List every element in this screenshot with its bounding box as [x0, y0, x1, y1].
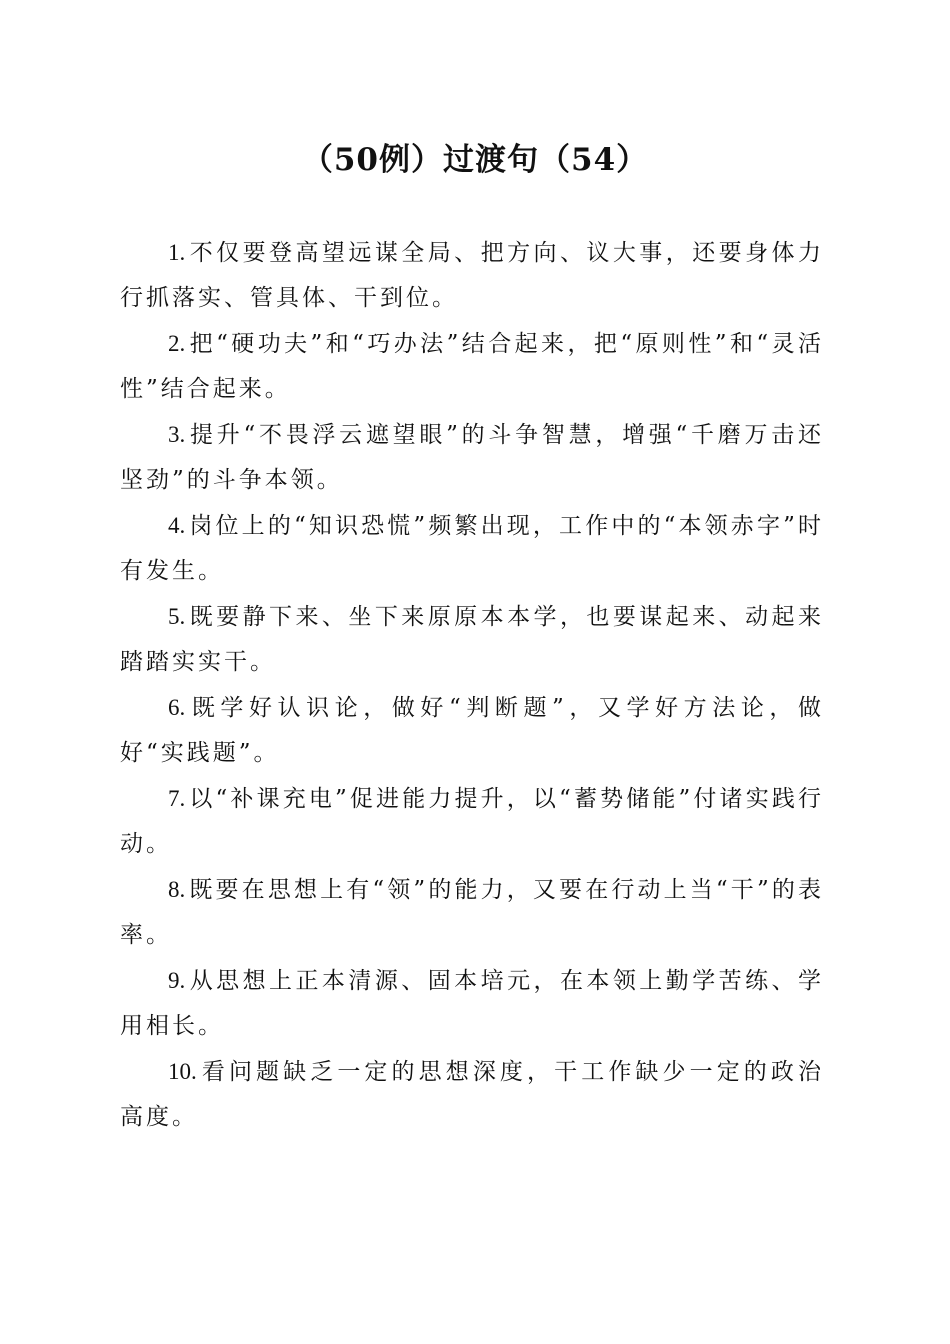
document-body	[120, 230, 824, 1140]
paragraph-number: 5.	[168, 604, 186, 629]
paragraph-text: 以“补课充电”促进能力提升，以“蓄势储能”付诸实践行动。	[120, 786, 824, 857]
paragraph-text: 既学好认识论，做好“判断题”，又学好方法论，做好“实践题”。	[120, 695, 824, 766]
paragraph-number: 7.	[168, 786, 186, 811]
paragraph-number: 2.	[168, 331, 186, 356]
paragraph-text: 不仅要登高望远谋全局、把方向、议大事，还要身体力行抓落实、管具体、干到位。	[120, 240, 824, 311]
document-title: （50例）过渡句（54）	[301, 142, 649, 178]
paragraph-9	[120, 958, 824, 1049]
paragraph-number: 8.	[168, 877, 186, 902]
paragraph-4	[120, 503, 824, 594]
paragraph-text: 从思想上正本清源、固本培元，在本领上勤学苦练、学用相长。	[120, 968, 824, 1039]
paragraph-text: 既要在思想上有“领”的能力，又要在行动上当“干”的表率。	[120, 877, 824, 948]
paragraph-3	[120, 412, 824, 503]
paragraph-5	[120, 594, 824, 685]
paragraph-number: 9.	[168, 968, 186, 993]
paragraph-10	[120, 1049, 824, 1140]
paragraph-number: 4.	[168, 513, 186, 538]
paragraph-6	[120, 685, 824, 776]
paragraph-number: 1.	[168, 240, 186, 265]
paragraph-number: 3.	[168, 422, 186, 447]
paragraph-7	[120, 776, 824, 867]
paragraph-2	[120, 321, 824, 412]
paragraph-8	[120, 867, 824, 958]
paragraph-text: 把“硬功夫”和“巧办法”结合起来，把“原则性”和“灵活性”结合起来。	[120, 331, 824, 402]
paragraph-number: 6.	[168, 695, 186, 720]
paragraph-text: 岗位上的“知识恐慌”频繁出现，工作中的“本领赤字”时有发生。	[120, 513, 824, 584]
paragraph-text: 看问题缺乏一定的思想深度，干工作缺少一定的政治高度。	[120, 1059, 824, 1130]
paragraph-number: 10.	[168, 1059, 197, 1084]
paragraph-1	[120, 230, 824, 321]
paragraph-text: 提升“不畏浮云遮望眼”的斗争智慧，增强“千磨万击还坚劲”的斗争本领。	[120, 422, 824, 493]
paragraph-text: 既要静下来、坐下来原原本本学，也要谋起来、动起来踏踏实实干。	[120, 604, 824, 675]
